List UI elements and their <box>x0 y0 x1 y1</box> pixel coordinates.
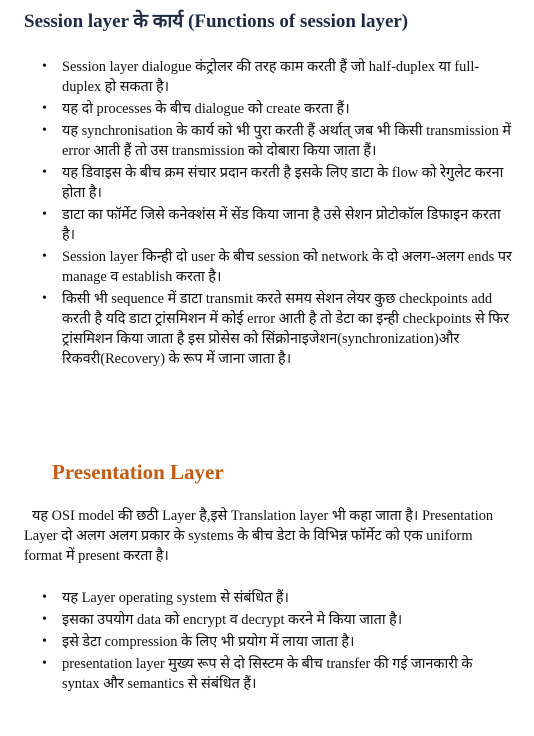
list-item <box>42 610 512 630</box>
bullet-icon: • <box>42 249 47 264</box>
session-layer-heading: Session layer के कार्य (Functions of session layer) <box>24 11 409 32</box>
bullet-icon: • <box>42 656 47 671</box>
intro-text: यह OSI model की छठी Layer है,इसे Translation layer भी कहा जाता है। Presentation Layer दो अलग अलग प्रकार के systems के बीच डेटा के विभिन्न फॉर्मेट को एक uniform format में present करता है। <box>24 508 494 564</box>
bullet-icon: • <box>42 291 47 306</box>
bullet-icon: • <box>42 123 47 138</box>
list-item-text: presentation layer मुख्य रूप से दो सिस्टम के बीच transfer की गई जानकारी के syntax और semantics से संबंधित हैं। <box>62 656 473 692</box>
bullet-icon: • <box>42 590 47 605</box>
bullet-icon: • <box>42 612 47 627</box>
list-item-text: इसे डेटा compression के लिए भी प्रयोग में लाया जाता है। <box>62 634 355 650</box>
bullet-icon: • <box>42 59 47 74</box>
list-item <box>42 205 512 245</box>
presentation-intro-paragraph <box>24 506 514 566</box>
list-item <box>42 99 512 119</box>
bullet-icon: • <box>42 634 47 649</box>
list-item-text: इसका उपयोग data को encrypt व decrypt करने मे किया जाता है। <box>62 612 403 628</box>
bullet-icon: • <box>42 165 47 180</box>
bullet-icon: • <box>42 207 47 222</box>
presentation-functions-list <box>42 588 512 696</box>
list-item-text: Session layer dialogue कंट्रोलर की तरह काम करती हैं जो half-duplex या full-duplex हो सकता है। <box>62 59 480 95</box>
bullet-icon: • <box>42 101 47 116</box>
list-item <box>42 632 512 652</box>
list-item <box>42 289 512 369</box>
list-item-text: यह दो processes के बीच dialogue को create करता हैं। <box>62 101 350 117</box>
list-item <box>42 121 512 161</box>
list-item <box>42 247 512 287</box>
list-item-text: यह Layer operating system से संबंधित हैं। <box>62 590 289 606</box>
list-item <box>42 163 512 203</box>
list-item-text: Session layer किन्ही दो user के बीच session को network के दो अलग-अलग ends पर manage व establish करता है। <box>62 249 512 285</box>
list-item-text: यह डिवाइस के बीच क्रम संचार प्रदान करती है इसके लिए डाटा के flow को रेगुलेट करना होता है। <box>62 165 504 201</box>
list-item <box>42 588 512 608</box>
list-item-text: डाटा का फॉर्मेट जिसे कनेक्शंस में सेंड किया जाना है उसे सेशन प्रोटोकॉल डिफाइन करता है। <box>62 207 501 243</box>
list-item-text: किसी भी sequence में डाटा transmit करते समय सेशन लेयर कुछ checkpoints add करती है यदि डाटा ट्रांसमिशन में कोई error आती है तो डेटा का इन्ही checkpoints से फिर ट्रांसमिशन किया जाता है इस प्रोसेस को सिंक्रोनाइजेशन(synchronization)और रिकवरी(Recovery) के रूप में जाना जाता है। <box>62 291 509 367</box>
session-functions-list <box>42 57 512 371</box>
list-item-text: यह synchronisation के कार्य को भी पुरा करती हैं अर्थात् जब भी किसी transmission में error आती हैं तो उस transmission को दोबारा किया जाता हैं। <box>62 123 512 159</box>
list-item <box>42 654 512 694</box>
presentation-layer-heading: Presentation Layer <box>52 460 224 484</box>
list-item <box>42 57 512 97</box>
